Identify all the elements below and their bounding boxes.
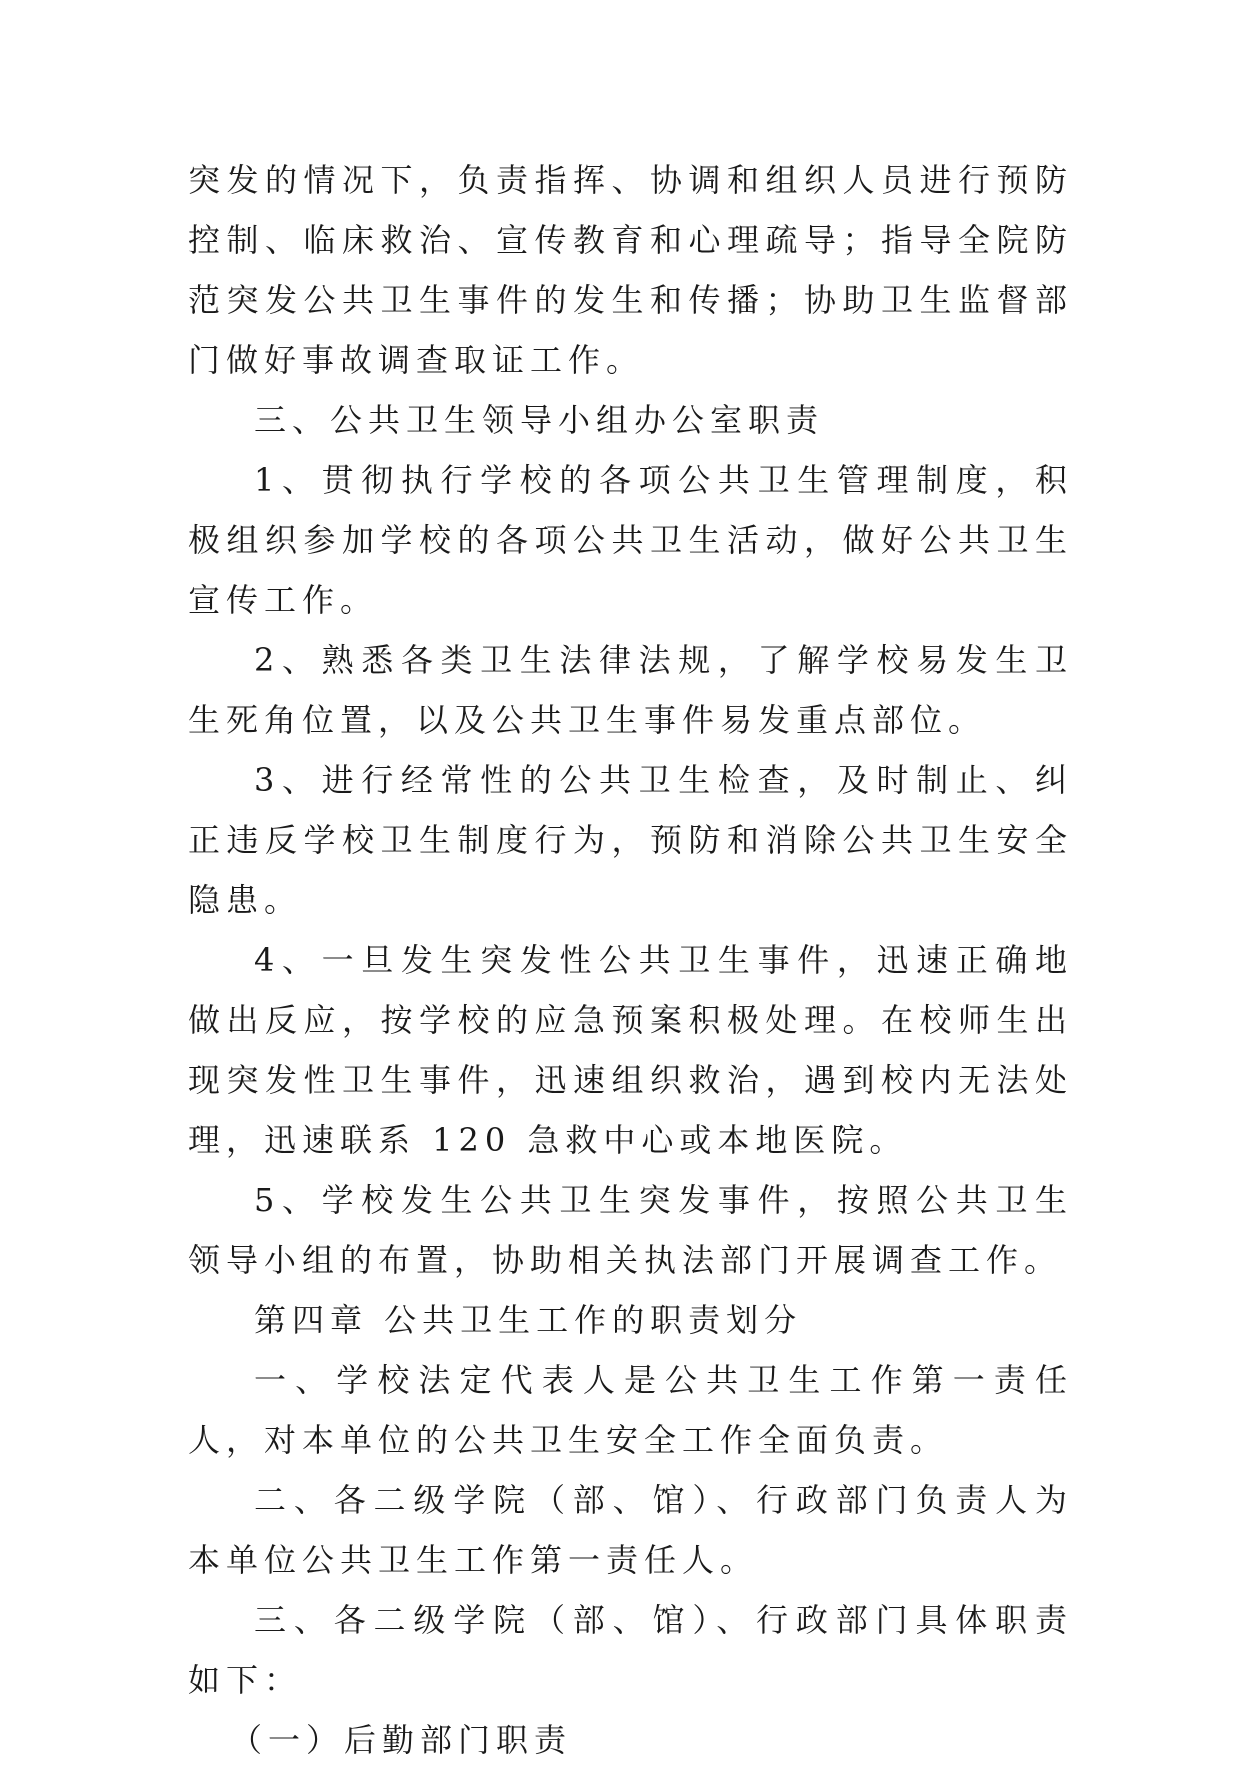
- paragraph-item-4: 4、一旦发生突发性公共卫生事件，迅速正确地做出反应，按学校的应急预案积极处理。在校师生出现突发性卫生事件，迅速组织救治，遇到校内无法处理，迅速联系 120 急救中心或本地医院。: [188, 941, 1073, 1159]
- paragraph-continuation: 突发的情况下，负责指挥、协调和组织人员进行预防控制、临床救治、宣传教育和心理疏导；指导全院防范突发公共卫生事件的发生和传播；协助卫生监督部门做好事故调查取证工作。: [188, 161, 1073, 379]
- paragraph-item-3: 3、进行经常性的公共卫生检查，及时制止、纠正违反学校卫生制度行为，预防和消除公共卫生安全隐患。: [188, 761, 1073, 919]
- section-heading-office-duties: 三、公共卫生领导小组办公室职责: [254, 401, 825, 439]
- paragraph-responsibility-2: 二、各二级学院（部、馆）、行政部门负责人为本单位公共卫生工作第一责任人。: [188, 1481, 1073, 1579]
- chapter-heading: 第四章 公共卫生工作的职责划分: [254, 1301, 803, 1339]
- paragraph-item-1: 1、贯彻执行学校的各项公共卫生管理制度，积极组织参加学校的各项公共卫生活动，做好公共卫生宣传工作。: [188, 461, 1073, 619]
- paragraph-responsibility-3: 三、各二级学院（部、馆）、行政部门具体职责如下：: [188, 1601, 1073, 1699]
- paragraph-responsibility-1: 一、学校法定代表人是公共卫生工作第一责任人，对本单位的公共卫生安全工作全面负责。: [188, 1361, 1073, 1459]
- paragraph-item-5: 5、学校发生公共卫生突发事件，按照公共卫生领导小组的布置，协助相关执法部门开展调查工作。: [188, 1181, 1073, 1279]
- sub-heading-logistics: （一）后勤部门职责: [230, 1721, 573, 1759]
- paragraph-item-2: 2、熟悉各类卫生法律法规，了解学校易发生卫生死角位置，以及公共卫生事件易发重点部位。: [188, 641, 1073, 739]
- document-body: [188, 150, 1073, 1770]
